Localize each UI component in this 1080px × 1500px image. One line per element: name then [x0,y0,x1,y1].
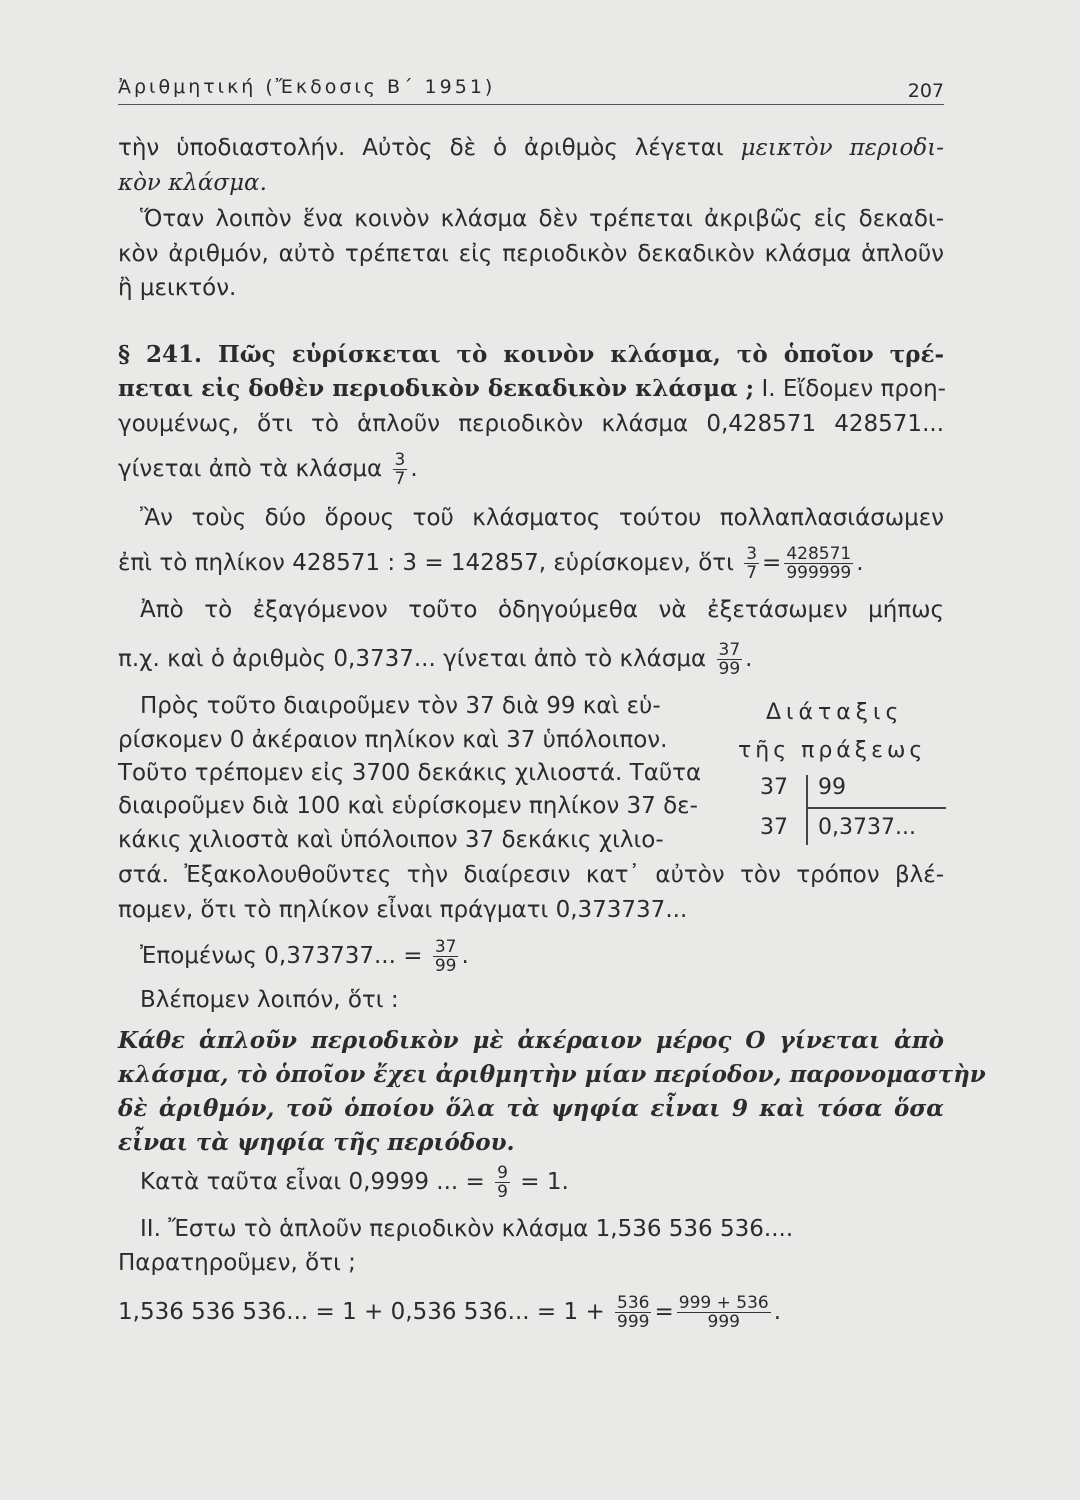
rule-text: Κάθε ἁπλοῦν περιοδικὸν μὲ ἀκέραιον μέρος Ο γίνεται ἀπὸ [118,1027,944,1054]
division-layout-title: Διάταξις [766,700,904,725]
fraction-sum: $\frac{999 + 536}{999}$ [678,1293,769,1332]
text-run: = 1. [520,1169,569,1195]
fraction-428571-999999: $\frac{428571}{999999}$ [786,544,852,583]
text-run: π.χ. καὶ ὁ ἀριθμὸς 0,3737... γίνεται ἀπὸ τὸ κλάσμα [118,646,707,672]
fraction-3-7: $\frac{3}{7}$ [394,450,406,489]
text-line: πομεν, ὅτι τὸ πηλίκον εἶναι πράγματι 0,373737... [118,897,688,923]
rule-text: κλάσμα, τὸ ὁποῖον ἔχει ἀριθμητὴν μίαν περίοδον, παρονομαστὴν [118,1061,986,1088]
dividend: 37 [760,775,788,800]
text-line [118,133,944,163]
text-run: τὴν ὑποδιαστολήν. Αὐτὸς δὲ ὁ ἀριθμὸς λέγεται [118,135,724,161]
running-header [118,74,944,105]
division-bar-vertical [806,775,808,845]
text-line: ρίσκομεν 0 ἀκέραιον πηλίκον καὶ 37 ὑπόλοιπον. [118,727,668,753]
header-title: Ἀριθμητική (Ἔκδοσις Β΄ 1951) [118,76,496,98]
term-italic: μεικτὸν περιοδι- [740,135,944,161]
section-heading: § 241. Πῶς εὑρίσκεται τὸ κοινὸν κλάσμα, τὸ ὁποῖον τρέ- [118,341,944,368]
text-line: Βλέπομεν λοιπόν, ὅτι : [140,987,399,1013]
text-line: π.χ. καὶ ὁ ἀριθμὸς 0,3737... γίνεται ἀπὸ τὸ κλάσμα $\frac{37}{99}$ . [118,640,753,679]
divisor: 99 [818,775,846,800]
text-line: Παρατηροῦμεν, ὅτι ; [118,1250,356,1276]
text-line: ἢ μεικτόν. [118,275,237,301]
quotient: 0,3737... [818,815,916,840]
text-run: Ἐπομένως 0,373737... = [140,943,423,969]
text-line: Ὅταν λοιπὸν ἕνα κοινὸν κλάσμα δὲν τρέπεται ἀκριβῶς εἰς δεκαδι- [140,206,944,232]
text-line: 1,536 536 536... = 1 + 0,536 536... = 1 + $\frac{536}{999}$ = $\frac{999 + 536}{999}$ . [118,1293,782,1332]
fraction-37-99: $\frac{37}{99}$ [434,937,457,976]
text-line [118,374,944,404]
text-run: ἐπὶ τὸ πηλίκον 428571 : 3 = 142857, εὑρίσκομεν, ὅτι [118,550,734,576]
section-heading-cont: πεται εἰς δοθὲν περιοδικὸν δεκαδικὸν κλάσμα ; [118,375,755,402]
text-line: γουμένως, ὅτι τὸ ἁπλοῦν περιοδικὸν κλάσμα 0,428571 428571... [118,411,944,437]
text-line: κὸν ἀριθμόν, αὐτὸ τρέπεται εἰς περιοδικὸν δεκαδικὸν κλάσμα ἁπλοῦν [118,241,944,267]
text-line: Τοῦτο τρέπομεν εἰς 3700 δεκάκις χιλιοστά. Ταῦτα [118,760,702,786]
division-layout-subtitle: τῆς πράξεως [738,738,927,763]
fraction-536-999: $\frac{536}{999}$ [617,1293,650,1332]
text-line [140,1164,569,1201]
rule-text: εἶναι τὰ ψηφία τῆς περιόδου. [118,1129,515,1156]
text-line: ἐπὶ τὸ πηλίκον 428571 : 3 = 142857, εὑρίσκομεν, ὅτι $\frac{3}{7}$ = $\frac{428571}{999999}$ . [118,544,864,583]
remainder: 37 [760,815,788,840]
text-run: Κατὰ ταῦτα εἶναι 0,9999 ... = [140,1169,485,1195]
fraction-37-99: $\frac{37}{99}$ [718,640,741,679]
text-line: κάκις χιλιοστὰ καὶ ὑπόλοιπον 37 δεκάκις χιλιο- [118,827,664,853]
text-line: διαιροῦμεν διὰ 100 καὶ εὑρίσκομεν πηλίκον 37 δε- [118,793,698,819]
text-line: Ἂν τοὺς δύο ὅρους τοῦ κλάσματος τούτου πολλαπλασιάσωμεν [140,505,944,531]
text-line: Ἐπομένως 0,373737... = $\frac{37}{99}$ . [140,937,469,976]
fraction-3-7: $\frac{3}{7}$ [746,544,758,583]
text-line: Πρὸς τοῦτο διαιροῦμεν τὸν 37 διὰ 99 καὶ εὑ- [140,693,661,719]
text-run: 1,536 536 536... = 1 + 0,536 536... = 1 + [118,1299,605,1325]
text-run: I. Εἴδομεν προη- [761,376,946,402]
division-bar-horizontal [806,807,946,809]
term-italic: κὸν κλάσμα. [118,170,267,196]
text-line: Ἀπὸ τὸ ἐξαγόμενον τοῦτο ὁδηγούμεθα νὰ ἐξετάσωμεν μήπως [140,597,944,623]
text-line: II. Ἔστω τὸ ἁπλοῦν περιοδικὸν κλάσμα 1,536 536 536.... [140,1216,794,1242]
text-line: γίνεται ἀπὸ τὰ κλάσμα $\frac{3}{7}$ . [118,450,418,489]
page-number: 207 [907,80,944,102]
text-run: γίνεται ἀπὸ τὰ κλάσμα [118,456,383,482]
text-line: στά. Ἐξακολουθοῦντες τὴν διαίρεσιν κατ᾽ αὐτὸν τὸν τρόπον βλέ- [118,862,944,888]
rule-text: δὲ ἀριθμόν, τοῦ ὁποίου ὅλα τὰ ψηφία εἶναι 9 καὶ τόσα ὅσα [118,1095,944,1122]
fraction-9-9: $\frac{9}{9}$ [497,1163,508,1202]
